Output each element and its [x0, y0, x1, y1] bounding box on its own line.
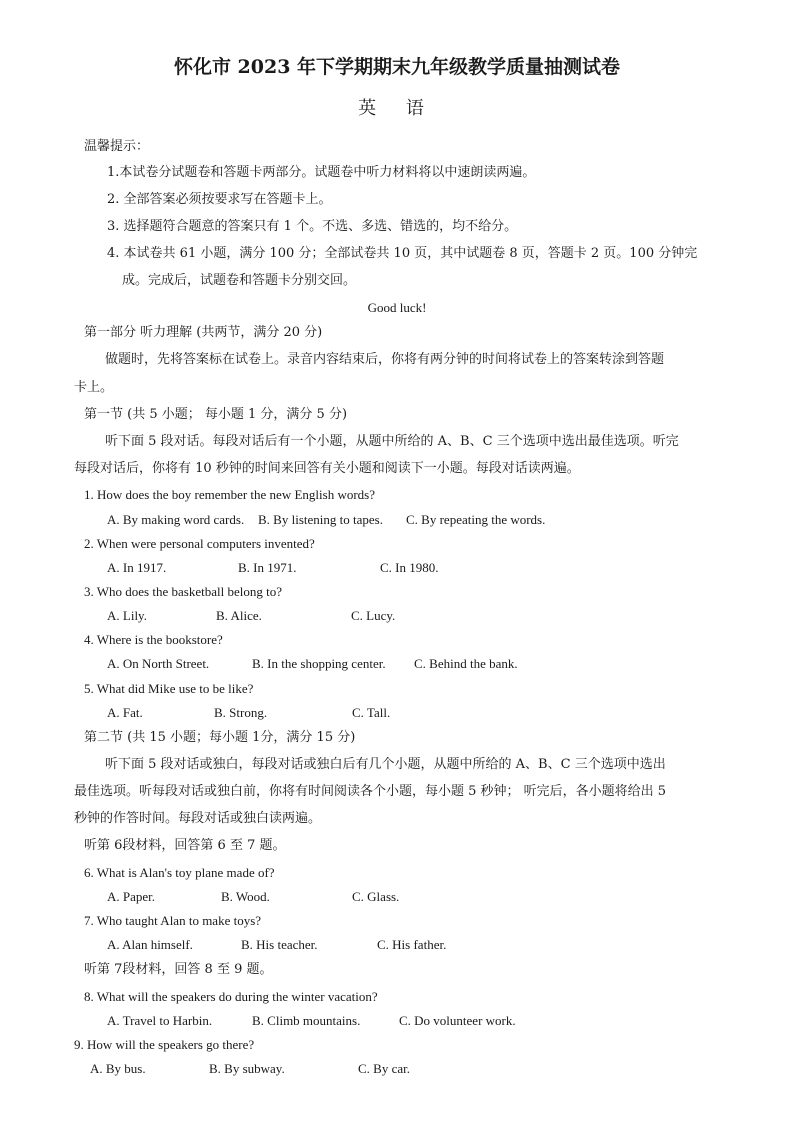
- option-a: A. Lily.: [107, 608, 147, 623]
- option-c: C. By car.: [358, 1061, 410, 1076]
- question-text: 2. When were personal computers invented?: [84, 536, 315, 551]
- tip-line: 3. 选择题符合题意的答案只有 1 个。不选、多选、错选的，均不给分。: [107, 219, 518, 234]
- option-b: B. Wood.: [221, 889, 270, 904]
- option-c: C. Do volunteer work.: [399, 1013, 516, 1028]
- section1-instruction: 听下面 5 段对话。每段对话后有一个小题，从题中所给的 A、B、C 三个选项中选出最佳选项。听完: [105, 434, 679, 449]
- question-text: 9. How will the speakers go there?: [74, 1037, 255, 1052]
- question-text: 3. Who does the basketball belong to?: [84, 584, 282, 599]
- question-text: 1. How does the boy remember the new English words?: [84, 487, 375, 502]
- option-a: A. In 1917.: [107, 560, 167, 575]
- option-c: C. Tall.: [352, 705, 391, 720]
- tip-line: 4. 本试卷共 61 小题，满分 100 分；全部试卷共 10 页，其中试题卷 8 页，答题卡 2 页。100 分钟完: [107, 246, 698, 261]
- option-c: C. Behind the bank.: [414, 656, 518, 671]
- option-b: B. In the shopping center.: [252, 656, 386, 671]
- option-c: C. Lucy.: [351, 608, 396, 623]
- option-c: C. Glass.: [352, 889, 400, 904]
- section2-instruction: 最佳选项。听每段对话或独白前，你将有时间阅读各个小题，每小题 5 秒钟； 听完后，各小题将给出 5: [74, 784, 667, 799]
- question-text: 5. What did Mike use to be like?: [84, 681, 254, 696]
- subject-title: 英 语: [358, 98, 436, 119]
- option-b: B. Alice.: [216, 608, 262, 623]
- option-a: A. On North Street.: [107, 656, 210, 671]
- option-c: C. His father.: [377, 937, 447, 952]
- tip-line: 1.本试卷分试题卷和答题卡两部分。试题卷中听力材料将以中速朗读两遍。: [107, 165, 536, 180]
- option-a: A. Fat.: [107, 705, 143, 720]
- question-text: 7. Who taught Alan to make toys?: [84, 913, 262, 928]
- tip-line: 2. 全部答案必须按要求写在答题卡上。: [107, 192, 332, 207]
- section1-heading: 第一节 (共 5 小题； 每小题 1 分，满分 5 分): [84, 407, 348, 422]
- option-a: A. Travel to Harbin.: [107, 1013, 213, 1028]
- option-a: A. By making word cards.: [107, 512, 245, 527]
- option-b: B. Climb mountains.: [252, 1013, 361, 1028]
- option-c: C. By repeating the words.: [406, 512, 546, 527]
- good-luck: Good luck!: [367, 300, 427, 315]
- option-a: A. Paper.: [107, 889, 156, 904]
- question-text: 8. What will the speakers do during the winter vacation?: [84, 989, 378, 1004]
- option-b: B. By subway.: [209, 1061, 285, 1076]
- option-b: B. His teacher.: [241, 937, 318, 952]
- option-b: B. In 1971.: [238, 560, 297, 575]
- section2-heading: 第二节 (共 15 小题；每小题 1分，满分 15 分): [84, 730, 356, 745]
- exam-title: 怀化市 2023 年下学期期末九年级教学质量抽测试卷: [173, 56, 621, 78]
- option-b: B. Strong.: [214, 705, 268, 720]
- tip-line: 成。完成后，试题卷和答题卡分别交回。: [122, 273, 357, 288]
- part1-heading: 第一部分 听力理解 (共两节，满分 20 分): [84, 325, 323, 340]
- material-6-note: 听第 6段材料，回答第 6 至 7 题。: [84, 838, 286, 853]
- option-b: B. By listening to tapes.: [258, 512, 383, 527]
- part1-intro: 做题时，先将答案标在试卷上。录音内容结束后，你将有两分钟的时间将试卷上的答案转涂到答题: [105, 352, 665, 367]
- tips-heading: 温馨提示：: [84, 139, 150, 154]
- section2-instruction: 听下面 5 段对话或独白，每段对话或独白后有几个小题，从题中所给的 A、B、C 三个选项中选出: [105, 757, 666, 772]
- question-text: 4. Where is the bookstore?: [84, 632, 223, 647]
- option-a: A. By bus.: [90, 1061, 146, 1076]
- part1-intro: 卡上。: [74, 380, 114, 395]
- section1-instruction: 每段对话后，你将有 10 秒钟的时间来回答有关小题和阅读下一小题。每段对话读两遍。: [74, 461, 580, 476]
- option-c: C. In 1980.: [380, 560, 439, 575]
- material-7-note: 听第 7段材料，回答 8 至 9 题。: [84, 962, 273, 977]
- section2-instruction: 秒钟的作答时间。每段对话或独白读两遍。: [74, 811, 322, 826]
- option-a: A. Alan himself.: [107, 937, 193, 952]
- question-text: 6. What is Alan's toy plane made of?: [84, 865, 275, 880]
